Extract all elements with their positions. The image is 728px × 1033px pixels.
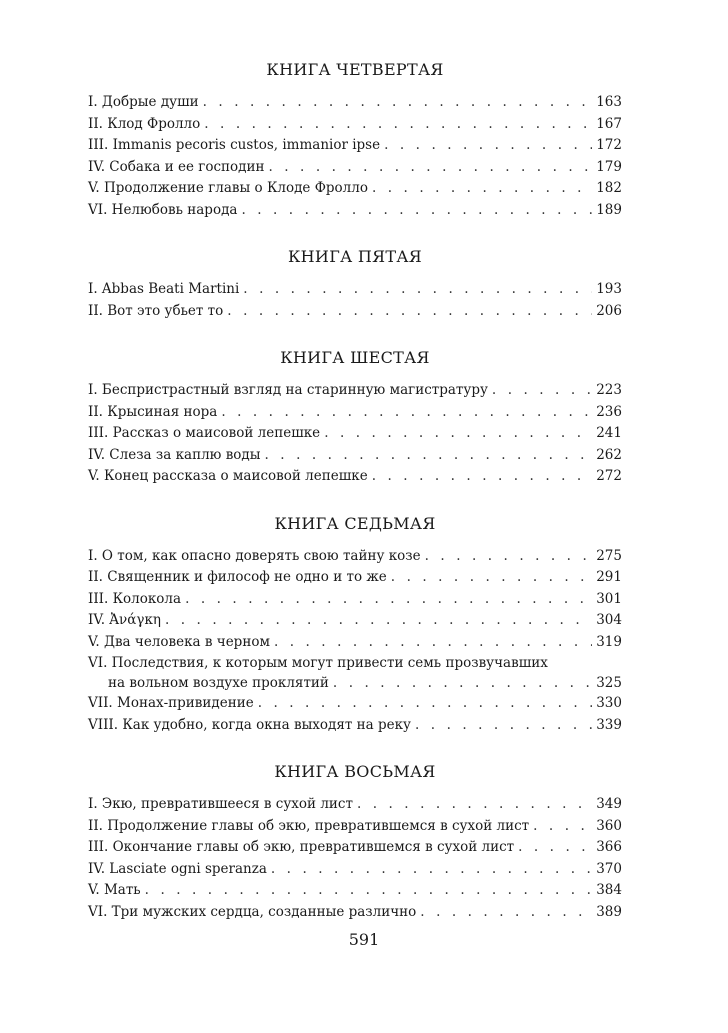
leader-dots bbox=[324, 423, 592, 445]
table-of-contents bbox=[88, 60, 622, 949]
page-number: 275 bbox=[596, 547, 622, 564]
page-number: 172 bbox=[596, 137, 622, 153]
toc-entry bbox=[88, 589, 622, 611]
leader-dots bbox=[243, 279, 592, 301]
page-number: 272 bbox=[596, 468, 622, 484]
page-number: 301 bbox=[596, 590, 622, 607]
chapter-title: II. Вот это убьет то bbox=[88, 302, 224, 319]
page-number: 236 bbox=[596, 403, 622, 420]
leader-dots bbox=[268, 157, 592, 179]
page-number: 384 bbox=[596, 882, 622, 898]
chapter-title: II. Клод Фролло bbox=[88, 115, 201, 132]
chapter-title: V. Два человека в черном bbox=[88, 633, 270, 650]
leader-dots bbox=[425, 546, 593, 568]
book-section-5 bbox=[88, 247, 622, 322]
toc-entry bbox=[88, 279, 622, 301]
chapter-title: V. Продолжение главы о Клоде Фролло bbox=[88, 180, 368, 196]
page-number: 167 bbox=[596, 115, 622, 132]
toc-entry bbox=[88, 902, 622, 924]
page-number: 366 bbox=[596, 839, 622, 855]
page-number: 330 bbox=[596, 695, 622, 711]
leader-dots bbox=[372, 466, 593, 488]
leader-dots bbox=[420, 902, 592, 924]
chapter-title: III. Колокола bbox=[88, 590, 182, 607]
leader-dots bbox=[241, 200, 592, 222]
toc-entry bbox=[88, 546, 622, 568]
book-title: КНИГА ВОСЬМАЯ bbox=[274, 762, 436, 781]
leader-dots bbox=[165, 610, 592, 632]
leader-dots bbox=[274, 632, 592, 654]
leader-dots bbox=[265, 445, 593, 467]
chapter-title: IV. Lasciate ogni speranza bbox=[88, 860, 267, 877]
chapter-title: VII. Монах-привидение bbox=[88, 695, 254, 711]
leader-dots bbox=[204, 114, 592, 136]
page-number: 223 bbox=[596, 382, 622, 398]
toc-entry bbox=[88, 632, 622, 654]
chapter-title: VI. Последствия, к которым могут привести семь прозвучавших bbox=[88, 655, 548, 671]
toc-entry bbox=[88, 837, 622, 859]
book-section-7 bbox=[88, 514, 622, 737]
toc-entry bbox=[88, 794, 622, 816]
page-number: 241 bbox=[596, 425, 622, 441]
page-number: 304 bbox=[596, 612, 622, 628]
leader-dots bbox=[384, 135, 592, 157]
chapter-title: V. Мать bbox=[88, 882, 141, 898]
chapter-title: IV. Ἀνάγκη bbox=[88, 612, 161, 628]
leader-dots bbox=[357, 794, 592, 816]
leader-dots bbox=[271, 859, 592, 881]
page-number: 179 bbox=[596, 158, 622, 175]
page-number: 360 bbox=[596, 817, 622, 834]
chapter-title: III. Immanis pecoris custos, immanior ipse bbox=[88, 137, 381, 153]
page-folio-number: 591 bbox=[348, 930, 380, 949]
chapter-title: I. Беспристрастный взгляд на старинную магистратуру bbox=[88, 382, 488, 398]
chapter-title: III. Рассказ о маисовой лепешке bbox=[88, 425, 321, 441]
chapter-title: IV. Слеза за каплю воды bbox=[88, 446, 261, 463]
chapter-title: VI. Три мужских сердца, созданные различно bbox=[88, 903, 417, 920]
toc-entry bbox=[88, 380, 622, 402]
book-title: КНИГА ЧЕТВЕРТАЯ bbox=[266, 60, 444, 79]
leader-dots bbox=[518, 837, 592, 859]
toc-entry bbox=[88, 423, 622, 445]
chapter-title: III. Окончание главы об экю, превратившемся в сухой лист bbox=[88, 839, 515, 855]
toc-entry bbox=[88, 135, 622, 157]
toc-entry bbox=[88, 200, 622, 222]
page-number: 349 bbox=[596, 796, 622, 812]
chapter-title: I. О том, как опасно доверять свою тайну козе bbox=[88, 547, 421, 564]
toc-entry bbox=[88, 610, 622, 632]
page-number: 182 bbox=[596, 180, 622, 196]
chapter-title: I. Добрые души bbox=[88, 94, 199, 110]
toc-entry bbox=[88, 466, 622, 488]
page-number: 291 bbox=[596, 569, 622, 585]
leader-dots bbox=[185, 589, 592, 611]
chapter-title: I. Экю, превратившееся в сухой лист bbox=[88, 796, 353, 812]
toc-entry bbox=[88, 816, 622, 838]
page-number: 370 bbox=[596, 860, 622, 877]
toc-entry bbox=[88, 880, 622, 902]
page-number: 189 bbox=[596, 201, 622, 218]
toc-entry bbox=[88, 715, 622, 737]
toc-entry bbox=[88, 653, 622, 693]
toc-entry bbox=[88, 567, 622, 589]
leader-dots bbox=[533, 816, 592, 838]
leader-dots bbox=[333, 673, 592, 693]
toc-entry bbox=[88, 301, 622, 323]
book-title: КНИГА СЕДЬМАЯ bbox=[274, 513, 436, 533]
chapter-title: IV. Собака и ее господин bbox=[88, 158, 265, 175]
toc-entry bbox=[88, 402, 622, 424]
leader-dots bbox=[145, 880, 593, 902]
toc-entry bbox=[88, 157, 622, 179]
leader-dots bbox=[221, 402, 592, 424]
book-section-6 bbox=[88, 348, 622, 488]
book-title: КНИГА ПЯТАЯ bbox=[288, 247, 422, 266]
leader-dots bbox=[372, 178, 592, 200]
book-title: КНИГА ШЕСТАЯ bbox=[280, 348, 430, 367]
book-section-4 bbox=[88, 60, 622, 221]
toc-entry bbox=[88, 114, 622, 136]
page-number: 325 bbox=[596, 675, 622, 691]
page-number: 262 bbox=[596, 446, 622, 463]
leader-dots bbox=[391, 567, 592, 589]
chapter-title: V. Конец рассказа о маисовой лепешке bbox=[88, 468, 368, 484]
chapter-title: VIII. Как удобно, когда окна выходят на реку bbox=[88, 716, 411, 733]
chapter-title: VI. Нелюбовь народа bbox=[88, 201, 238, 218]
toc-entry bbox=[88, 445, 622, 467]
leader-dots bbox=[258, 693, 593, 715]
leader-dots bbox=[203, 92, 593, 114]
toc-entry bbox=[88, 859, 622, 881]
page-number: 319 bbox=[596, 633, 622, 650]
page-number: 163 bbox=[596, 94, 622, 110]
page-number: 206 bbox=[596, 302, 622, 319]
chapter-title: I. Abbas Beati Martini bbox=[88, 281, 240, 297]
chapter-title: II. Крысиная нора bbox=[88, 403, 218, 420]
chapter-title: II. Священник и философ не одно и то же bbox=[88, 569, 387, 585]
toc-entry bbox=[88, 178, 622, 200]
page-number: 193 bbox=[596, 281, 622, 297]
toc-entry bbox=[88, 693, 622, 715]
chapter-title: II. Продолжение главы об экю, превратившемся в сухой лист bbox=[88, 817, 530, 834]
chapter-title-continued: на вольном воздухе проклятий bbox=[108, 675, 329, 691]
leader-dots bbox=[492, 380, 592, 402]
book-section-8 bbox=[88, 762, 622, 923]
leader-dots bbox=[415, 715, 592, 737]
page-number: 389 bbox=[596, 903, 622, 920]
leader-dots bbox=[227, 301, 592, 323]
page-number: 339 bbox=[596, 716, 622, 733]
toc-entry bbox=[88, 92, 622, 114]
